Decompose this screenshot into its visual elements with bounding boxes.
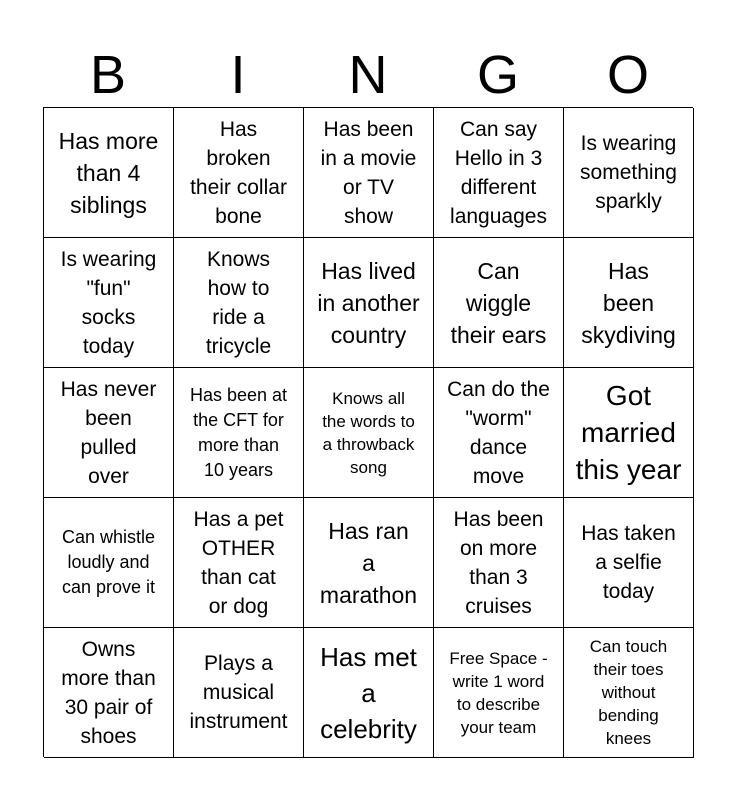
bingo-cell-r1-c4: [434, 108, 564, 238]
cell-text: Has broken their collar bone: [190, 117, 287, 228]
bingo-cell-r2-c5: [564, 238, 694, 368]
bingo-grid: [43, 107, 693, 757]
cell-text: Has met a celebrity: [320, 641, 417, 744]
cell-text: Knows all the words to a throwback song: [322, 388, 415, 477]
header-letter-i: I: [230, 45, 246, 105]
cell-text: Has lived in another country: [317, 257, 420, 348]
bingo-cell-r3-c2: [174, 368, 304, 498]
bingo-cell-r2-c4: [434, 238, 564, 368]
cell-text: Has more than 4 siblings: [58, 127, 159, 218]
bingo-cell-r4-c1: [44, 498, 174, 628]
cell-text: Knows how to ride a tricycle: [205, 247, 272, 358]
bingo-cell-r5-c2: [174, 628, 304, 758]
cell-text: Is wearing "fun" socks today: [60, 247, 157, 358]
cell-text: Can do the "worm" dance move: [447, 377, 550, 488]
cell-text: Owns more than 30 pair of shoes: [61, 637, 156, 748]
cell-text: Has been on more than 3 cruises: [453, 507, 544, 618]
bingo-header: [43, 42, 693, 108]
bingo-cell-r3-c1: [44, 368, 174, 498]
bingo-cell-r5-c4: [434, 628, 564, 758]
cell-text: Got married this year: [575, 380, 682, 485]
bingo-cell-r1-c1: [44, 108, 174, 238]
bingo-cell-r2-c1: [44, 238, 174, 368]
header-letter-b: B: [89, 45, 127, 105]
cell-text: Has been in a movie or TV show: [320, 117, 417, 228]
header-letter-n: N: [348, 45, 388, 105]
bingo-cell-r2-c3: [304, 238, 434, 368]
cell-text: Can say Hello in 3 different languages: [450, 117, 547, 228]
cell-text: Is wearing something sparkly: [580, 132, 677, 213]
cell-text: Has never been pulled over: [60, 377, 157, 488]
cell-text: Can whistle loudly and can prove it: [61, 527, 156, 597]
bingo-cell-r5-c1: [44, 628, 174, 758]
cell-text: Has taken a selfie today: [581, 522, 676, 603]
cell-text: Has a pet OTHER than cat or dog: [193, 507, 284, 618]
cell-text: Free Space - write 1 word to describe your team: [449, 648, 548, 737]
bingo-cell-r5-c5: [564, 628, 694, 758]
bingo-cell-r2-c2: [174, 238, 304, 368]
cell-text: Plays a musical instrument: [189, 652, 288, 733]
bingo-cell-r4-c2: [174, 498, 304, 628]
bingo-cell-r4-c4: [434, 498, 564, 628]
cell-text: Can wiggle their ears: [450, 257, 547, 348]
cell-text: Has been skydiving: [581, 257, 676, 348]
bingo-cell-r1-c2: [174, 108, 304, 238]
bingo-cell-r1-c5: [564, 108, 694, 238]
bingo-cell-r3-c4: [434, 368, 564, 498]
cell-text: Can touch their toes without bending knees: [589, 637, 668, 748]
header-letter-o: O: [606, 45, 649, 105]
bingo-cell-r3-c5: [564, 368, 694, 498]
bingo-cell-r5-c3: [304, 628, 434, 758]
bingo-cell-r3-c3: [304, 368, 434, 498]
cell-text: Has ran a marathon: [319, 517, 418, 608]
bingo-cell-r4-c3: [304, 498, 434, 628]
header-letter-g: G: [476, 45, 519, 105]
bingo-cell-r1-c3: [304, 108, 434, 238]
bingo-cell-r4-c5: [564, 498, 694, 628]
cell-text: Has been at the CFT for more than 10 years: [189, 384, 288, 480]
